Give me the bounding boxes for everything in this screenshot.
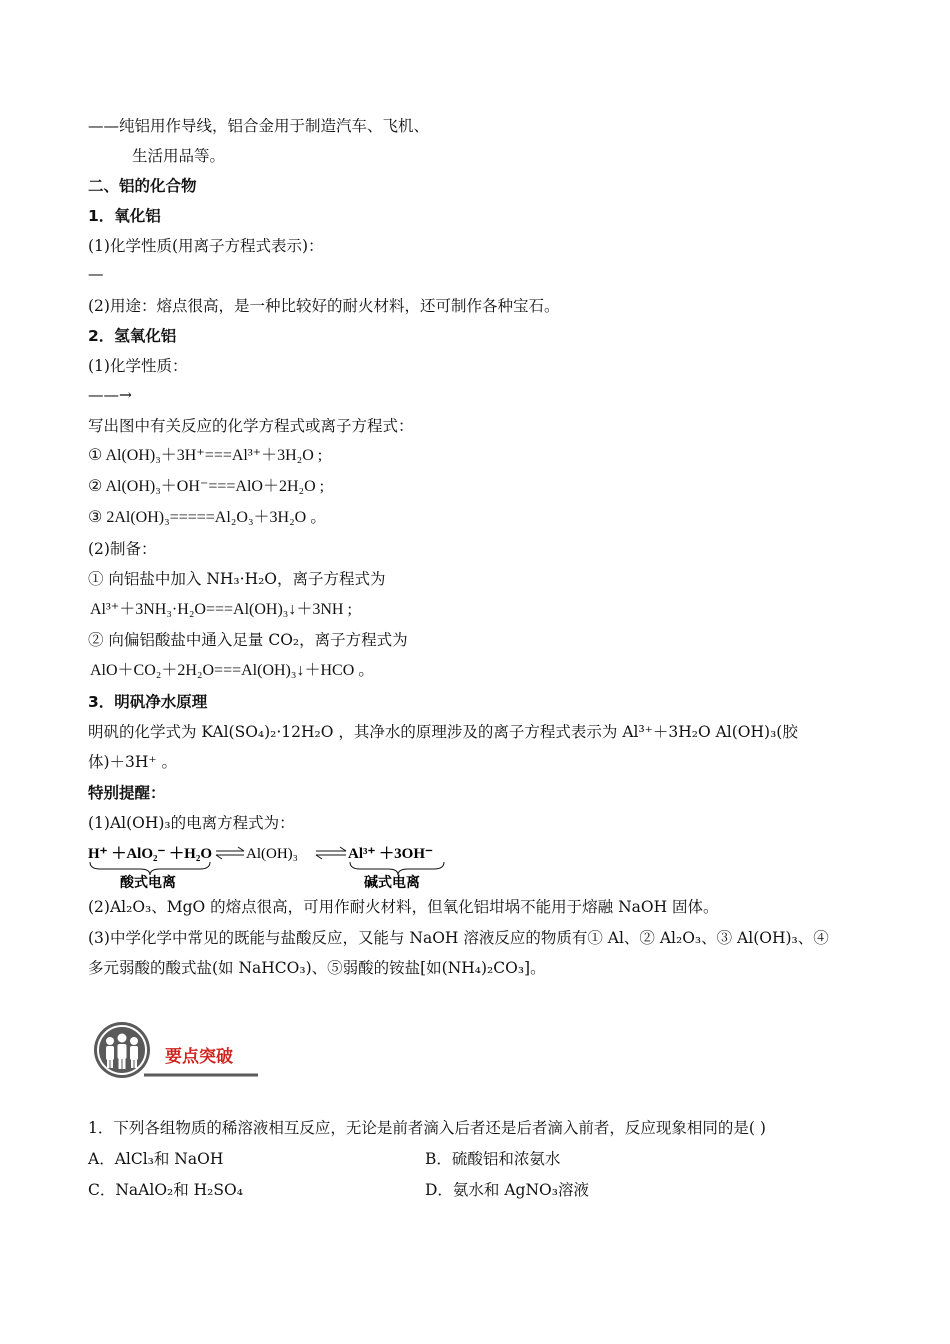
text-line: (1)Al(OH)₃的电离方程式为： — [88, 814, 295, 832]
diagram-middle: Al(OH)₃ — [246, 846, 298, 862]
text-line: 体)＋3H⁺ 。 — [88, 753, 178, 771]
subsection-heading: 2．氢氧化铝 — [88, 327, 177, 345]
option-d[interactable]: D．氨水和 AgNO₃溶液 — [425, 1181, 589, 1199]
acid-ionization-label: 酸式电离 — [120, 875, 176, 890]
arrow-line: ——→ — [88, 386, 132, 404]
left-brace — [90, 862, 210, 875]
text-line: 多元弱酸的酸式盐(如 NaHCO₃)、⑤弱酸的铵盐[如(NH₄)₂CO₃]。 — [88, 959, 546, 977]
option-b[interactable]: B．硫酸铝和浓氨水 — [425, 1150, 561, 1168]
reminder-heading: 特别提醒： — [88, 784, 166, 802]
option-c[interactable]: C．NaAlO₂和 H₂SO₄ — [88, 1181, 243, 1199]
question-stem: 1．下列各组物质的稀溶液相互反应，无论是前者滴入后者还是后者滴入前者，反应现象相同的是( ) — [88, 1119, 766, 1137]
text-line: (3)中学化学中常见的既能与盐酸反应，又能与 NaOH 溶液反应的物质有① Al、② Al₂O₃、③ Al(OH)₃、④ — [88, 929, 829, 947]
diagram-right: Al³⁺ ＋3OH⁻ — [348, 846, 433, 862]
subsection-heading: 3．明矾净水原理 — [88, 693, 208, 711]
dash-line: — — [88, 265, 104, 283]
subsection-heading: 1．氧化铝 — [88, 207, 161, 225]
section-title: 要点突破 — [165, 1047, 233, 1067]
text-line: (2)Al₂O₃、MgO 的熔点很高，可用作耐火材料，但氧化铝坩埚不能用于熔融 NaOH 固体。 — [88, 898, 719, 916]
equation-2: ② Al(OH)₃＋OH⁻===AlO＋2H₂O ; — [88, 478, 325, 495]
right-brace — [350, 862, 444, 875]
diagram-left: H⁺ ＋AlO₂⁻ ＋H₂O — [88, 846, 212, 862]
text-line: 明矾的化学式为 KAl(SO₄)₂·12H₂O ，其净水的原理涉及的离子方程式表示为 Al³⁺＋3H₂O Al(OH)₃(胶 — [88, 723, 798, 741]
section-heading: 二、铝的化合物 — [88, 177, 197, 195]
base-ionization-label: 碱式电离 — [364, 875, 420, 890]
text-line: (2)用途：熔点很高，是一种比较好的耐火材料，还可制作各种宝石。 — [88, 297, 560, 315]
text-line: (1)化学性质： — [88, 357, 188, 375]
equation-prep-1: Al³⁺＋3NH₃·H₂O===Al(OH)₃↓＋3NH ; — [90, 601, 352, 618]
equilibrium-arrow-left — [216, 847, 244, 859]
text-line: 生活用品等。 — [132, 147, 226, 165]
equilibrium-arrow-right — [316, 847, 346, 859]
text-line: ① 向铝盐中加入 NH₃·H₂O，离子方程式为 — [88, 570, 386, 588]
ionization-diagram — [88, 842, 448, 890]
equation-3: ③ 2Al(OH)₃=====Al₂O₃＋3H₂O 。 — [88, 509, 327, 526]
text-line: ——纯铝用作导线，铝合金用于制造汽车、飞机、 — [88, 117, 430, 135]
equation-prep-2: AlO＋CO₂＋2H₂O===Al(OH)₃↓＋HCO 。 — [90, 662, 375, 679]
text-line: (2)制备： — [88, 540, 157, 558]
text-line: (1)化学性质(用离子方程式表示)： — [88, 237, 324, 255]
text-line: 写出图中有关反应的化学方程式或离子方程式： — [88, 417, 414, 435]
option-a[interactable]: A．AlCl₃和 NaOH — [88, 1150, 224, 1168]
equation-1: ① Al(OH)₃＋3H⁺===Al³⁺＋3H₂O ; — [88, 447, 323, 464]
text-line: ② 向偏铝酸盐中通入足量 CO₂，离子方程式为 — [88, 631, 408, 649]
